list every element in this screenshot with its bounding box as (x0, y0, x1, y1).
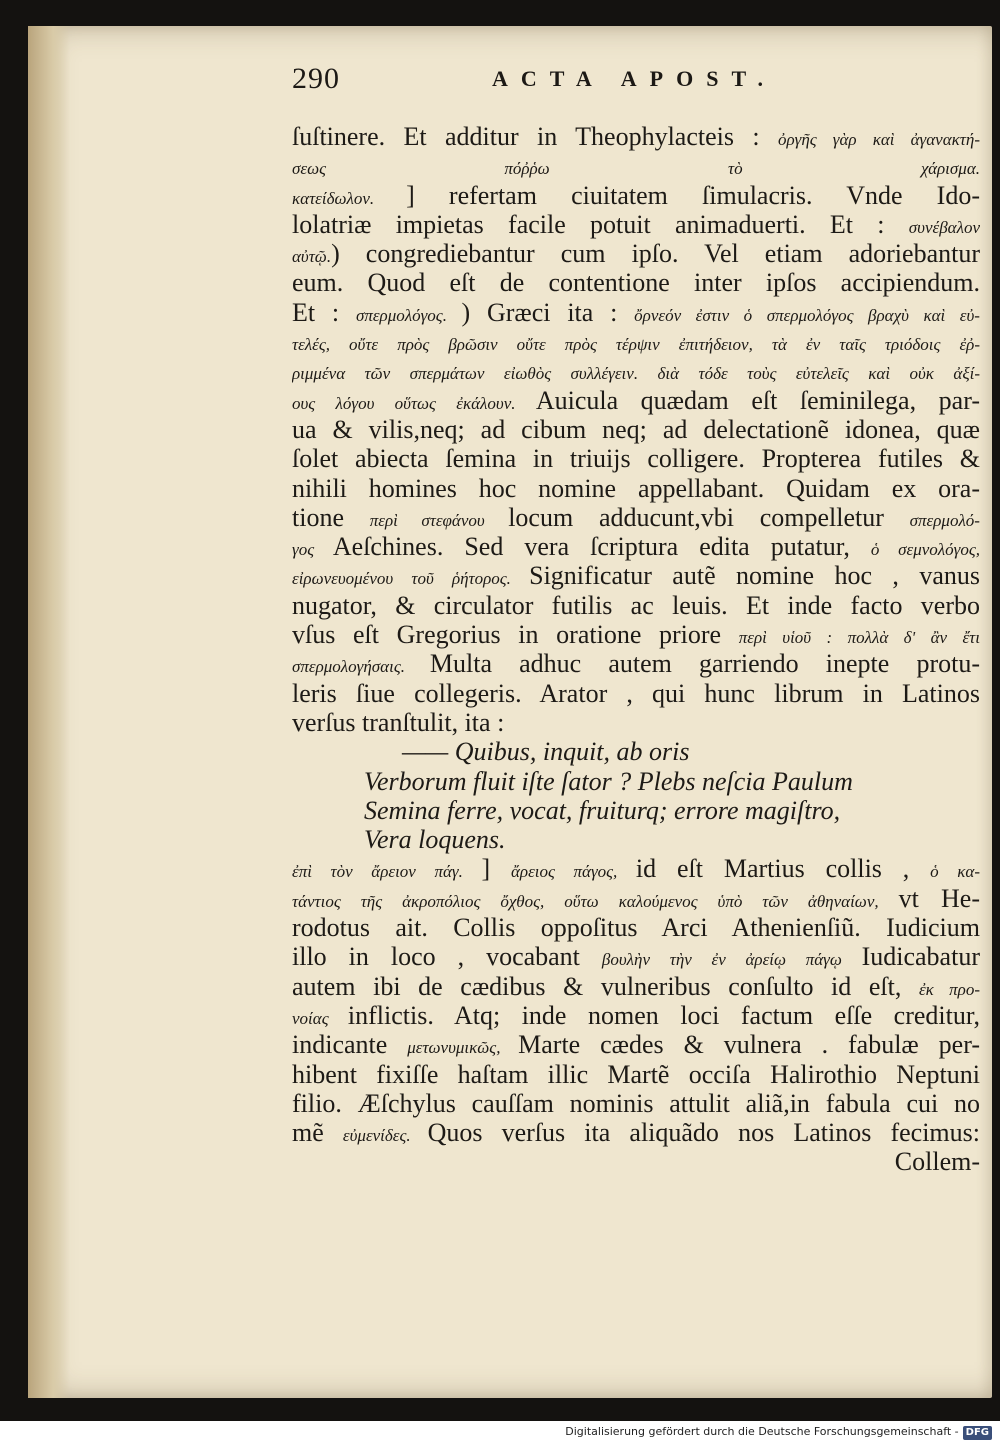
latin-text: verſus tranſtulit, ita : (292, 707, 505, 737)
latin-text: indicante (292, 1030, 408, 1060)
latin-text: nihili homines hoc nomine appellabant. Quidam ex ora- (292, 473, 980, 503)
text-line (292, 1001, 980, 1030)
latin-text: Iudicabatur (861, 942, 980, 972)
latin-text: locum adducunt,vbi compelletur (508, 502, 910, 532)
text-line (292, 386, 980, 415)
text-line (292, 444, 980, 473)
text-line (292, 268, 980, 297)
latin-text: vt He- (898, 883, 980, 913)
text-line (292, 122, 980, 151)
text-line (292, 356, 980, 385)
latin-text: filio. Æſchylus cauſſam nominis attulit aliã,in fabula cui no (292, 1088, 980, 1118)
greek-text: σπερμολόγος. (355, 305, 462, 325)
latin-text: lolatriæ impietas facile potuit animaduerti. Et : (292, 209, 909, 239)
greek-text: μετωνυμικῶς, (407, 1038, 519, 1058)
latin-text: ) Græci ita : (461, 297, 635, 327)
page-header (292, 62, 970, 102)
greek-text: περὶ υἱοῦ : πολλὰ δ' ἂν ἔτι (738, 628, 980, 648)
greek-text: ὁ κα- (930, 862, 980, 882)
latin-text: vſus eſt Gregorius in oratione priore (292, 620, 739, 650)
latin-text: ] refertam ciuitatem ſimulacris. Vnde Ido- (406, 180, 980, 210)
paragraph-block-2 (292, 854, 980, 1147)
latin-text: leris ſiue collegeris. Arator , qui hunc librum in Latinos (292, 678, 980, 708)
dfg-logo: DFG (963, 1426, 992, 1440)
greek-text: τάντιος τῆς ἀκροπόλιος ὄχθος, οὕτω καλούμενος ὑπὸ τῶν ἀθηναίων, (292, 891, 899, 911)
latin-text: id eſt Martius collis , (635, 854, 931, 884)
greek-text: περὶ στεφάνου (369, 510, 509, 530)
text-line (292, 972, 980, 1001)
text-line (292, 1060, 980, 1089)
text-line (292, 474, 980, 503)
greek-text: τελές, οὔτε πρὸς βρῶσιν οὔτε πρὸς τέρψιν ἐπιτήδειον, τὰ ἐν ταῖς τριόδοις ἐῤ- (292, 335, 980, 355)
latin-text: tione (292, 502, 370, 532)
greek-text: ους λόγου οὕτως ἐκάλουν. (292, 393, 536, 413)
latin-text: Auicula quædam eſt ſeminilega, par- (535, 385, 980, 415)
greek-text: εἰρωνευομένου τοῦ ῥήτορος. (292, 569, 530, 589)
latin-text: Significatur autẽ nomine hoc , vanus (529, 561, 980, 591)
greek-text: εὐμενίδες. (342, 1126, 428, 1146)
greek-text: σεως πόῤῥω τὸ χάρισμα. (292, 159, 980, 179)
text-line (292, 151, 980, 180)
text-line (292, 649, 980, 678)
greek-text: ριμμένα τῶν σπερμάτων εἰωθὸς συλλέγειν. διὰ τόδε τοὺς εὐτελεῖς καὶ οὐκ ἀξί- (292, 364, 980, 384)
body-text (292, 122, 980, 1177)
latin-text: nugator, & circulator futilis ac leuis. Et inde facto verbo (292, 590, 980, 620)
greek-text: ὁ σεμνολόγος, (870, 540, 980, 560)
catchword: Collem- (894, 1147, 980, 1177)
greek-text: ὀργῆς γὰρ καὶ ἀγανακτή- (777, 130, 980, 149)
greek-text: ὄρνεόν ἐστιν ὁ σπερμολόγος βραχὺ καὶ εὐ- (634, 305, 980, 325)
text-line (292, 1118, 980, 1147)
greek-text: κατείδωλον. (292, 188, 407, 208)
greek-text: ἄρειος πάγος, (510, 862, 636, 882)
latin-text: hibent fixiſſe haſtam illic Martẽ occiſa Halirothio Neptuni (292, 1059, 980, 1089)
latin-text: rodotus ait. Collis oppoſitus Arci Athenienſiũ. Iudicium (292, 913, 980, 943)
text-line (292, 503, 980, 532)
text-line (292, 854, 980, 883)
greek-text: νοίας (292, 1008, 348, 1028)
text-line (292, 591, 980, 620)
greek-text: αὐτῷ. (292, 247, 332, 267)
greek-text: σπερμολό- (909, 510, 980, 530)
text-line (292, 415, 980, 444)
greek-text: ἐπὶ τὸν ἄρειον πάγ. (292, 862, 482, 882)
text-line (292, 561, 980, 590)
latin-text: Quos verſus ita aliquãdo nos Latinos fecimus: (427, 1118, 980, 1148)
text-line (292, 327, 980, 356)
latin-text: autem ibi de cædibus & vulneribus conſulto id eſt, (292, 971, 919, 1001)
text-line (292, 708, 980, 737)
text-line (292, 884, 980, 913)
verse-line: —— Quibus, inquit, ab oris (402, 737, 690, 767)
greek-text: βουλὴν τὴν ἐν ἀρείῳ πάγῳ (601, 950, 862, 970)
latin-text: ſolet abiecta ſemina in triuijs colligere. Propterea futiles & (292, 444, 980, 474)
page-number: 290 (292, 62, 340, 95)
greek-text: σπερμολογήσαις. (292, 657, 430, 677)
latin-text: inflictis. Atq; inde nomen loci factum eſſe creditur, (347, 1000, 980, 1030)
text-line (292, 942, 980, 971)
verse-line: Vera loquens. (364, 825, 506, 855)
text-line (292, 1030, 980, 1059)
text-line (292, 239, 980, 268)
latin-text: eum. Quod eſt de contentione inter ipſos accipiendum. (292, 268, 980, 298)
latin-text: mẽ (292, 1118, 343, 1148)
text-line (292, 181, 980, 210)
latin-text: ua & vilis,neq; ad cibum neq; ad delectationẽ idonea, quæ (292, 414, 980, 444)
paragraph-block-1 (292, 122, 980, 737)
greek-text: συνέβαλον (908, 217, 980, 237)
latin-text: ] (481, 854, 511, 884)
latin-text: Et : (292, 297, 356, 327)
verse-line: Verborum fluit iſte ſator ? Plebs neſcia Paulum (364, 766, 853, 796)
greek-text: γος (292, 540, 333, 560)
text-line (292, 913, 980, 942)
latin-text: Aeſchines. Sed vera ſcriptura edita putatur, (332, 532, 871, 562)
verse-quotation (292, 737, 980, 854)
verse-line: Semina ferre, vocat, fruiturq; errore magiſtro, (364, 795, 841, 825)
text-line (292, 1089, 980, 1118)
footer-credit: Digitalisierung gefördert durch die Deutsche Forschungsgemeinschaft - (565, 1425, 959, 1438)
running-head: ACTA APOST. (492, 66, 776, 91)
text-line (292, 620, 980, 649)
text-line (292, 298, 980, 327)
text-line (292, 532, 980, 561)
latin-text: Multa adhuc autem garriendo inepte protu- (429, 649, 980, 679)
latin-text: ſuſtinere. Et additur in Theophylacteis : (292, 122, 778, 151)
digitization-footer (0, 1421, 1000, 1443)
greek-text: ἐκ προ- (918, 979, 980, 999)
text-line (292, 679, 980, 708)
latin-text: illo in loco , vocabant (292, 942, 602, 972)
latin-text: Marte cædes & vulnera . fabulæ per- (518, 1030, 980, 1060)
latin-text: ) congrediebantur cum ipſo. Vel etiam adoriebantur (331, 239, 980, 269)
text-line (292, 210, 980, 239)
